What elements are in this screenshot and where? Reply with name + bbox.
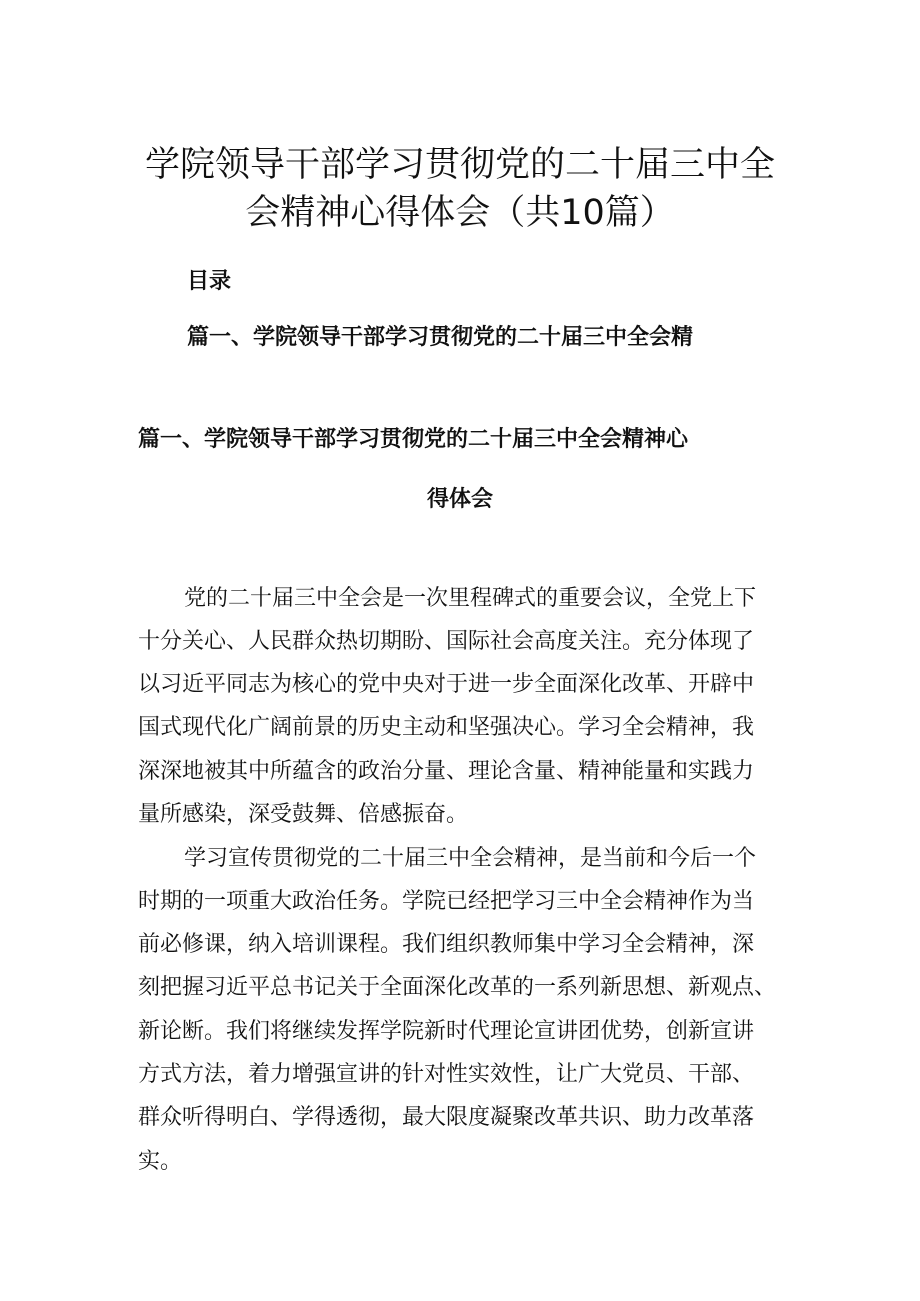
paragraph-1-line: 深深地被其中所蕴含的政治分量、理论含量、精神能量和实践力 [138,759,755,784]
section-heading-line-2: 得体会 [426,487,493,512]
section-heading-line-1: 篇一、学院领导干部学习贯彻党的二十届三中全会精神心 [138,427,689,452]
paragraph-2-line: 实。 [138,1149,183,1174]
document-title-line-1: 学院领导干部学习贯彻党的二十届三中全 [144,145,775,185]
toc-item-1[interactable]: 篇一、学院领导干部学习贯彻党的二十届三中全会精 [187,325,694,350]
paragraph-1-line: 以习近平同志为核心的党中央对于进一步全面深化改革、开辟中 [138,672,755,697]
paragraph-1-line: 十分关心、人民群众热切期盼、国际社会高度关注。充分体现了 [138,629,755,654]
paragraph-2-line: 刻把握习近平总书记关于全面深化改革的一系列新思想、新观点、 [138,975,777,1000]
paragraph-1-line: 量所感染，深受鼓舞、倍感振奋。 [138,802,469,827]
paragraph-2-line: 前必修课，纳入培训课程。我们组织教师集中学习全会精神，深 [138,932,755,957]
paragraph-1-line: 党的二十届三中全会是一次里程碑式的重要会议，全党上下 [184,586,757,611]
toc-heading: 目录 [187,269,232,294]
document-title-line-2: 会精神心得体会（共10篇） [245,193,675,233]
paragraph-2-line: 学习宣传贯彻党的二十届三中全会精神，是当前和今后一个 [184,846,757,871]
paragraph-2-line: 群众听得明白、学得透彻，最大限度凝聚改革共识、助力改革落 [138,1105,755,1130]
paragraph-2-line: 方式方法，着力增强宣讲的针对性实效性，让广大党员、干部、 [138,1062,755,1087]
paragraph-2-line: 新论断。我们将继续发挥学院新时代理论宣讲团优势，创新宣讲 [138,1019,755,1044]
paragraph-1-line: 国式现代化广阔前景的历史主动和坚强决心。学习全会精神，我 [138,715,755,740]
paragraph-2-line: 时期的一项重大政治任务。学院已经把学习三中全会精神作为当 [138,889,755,914]
